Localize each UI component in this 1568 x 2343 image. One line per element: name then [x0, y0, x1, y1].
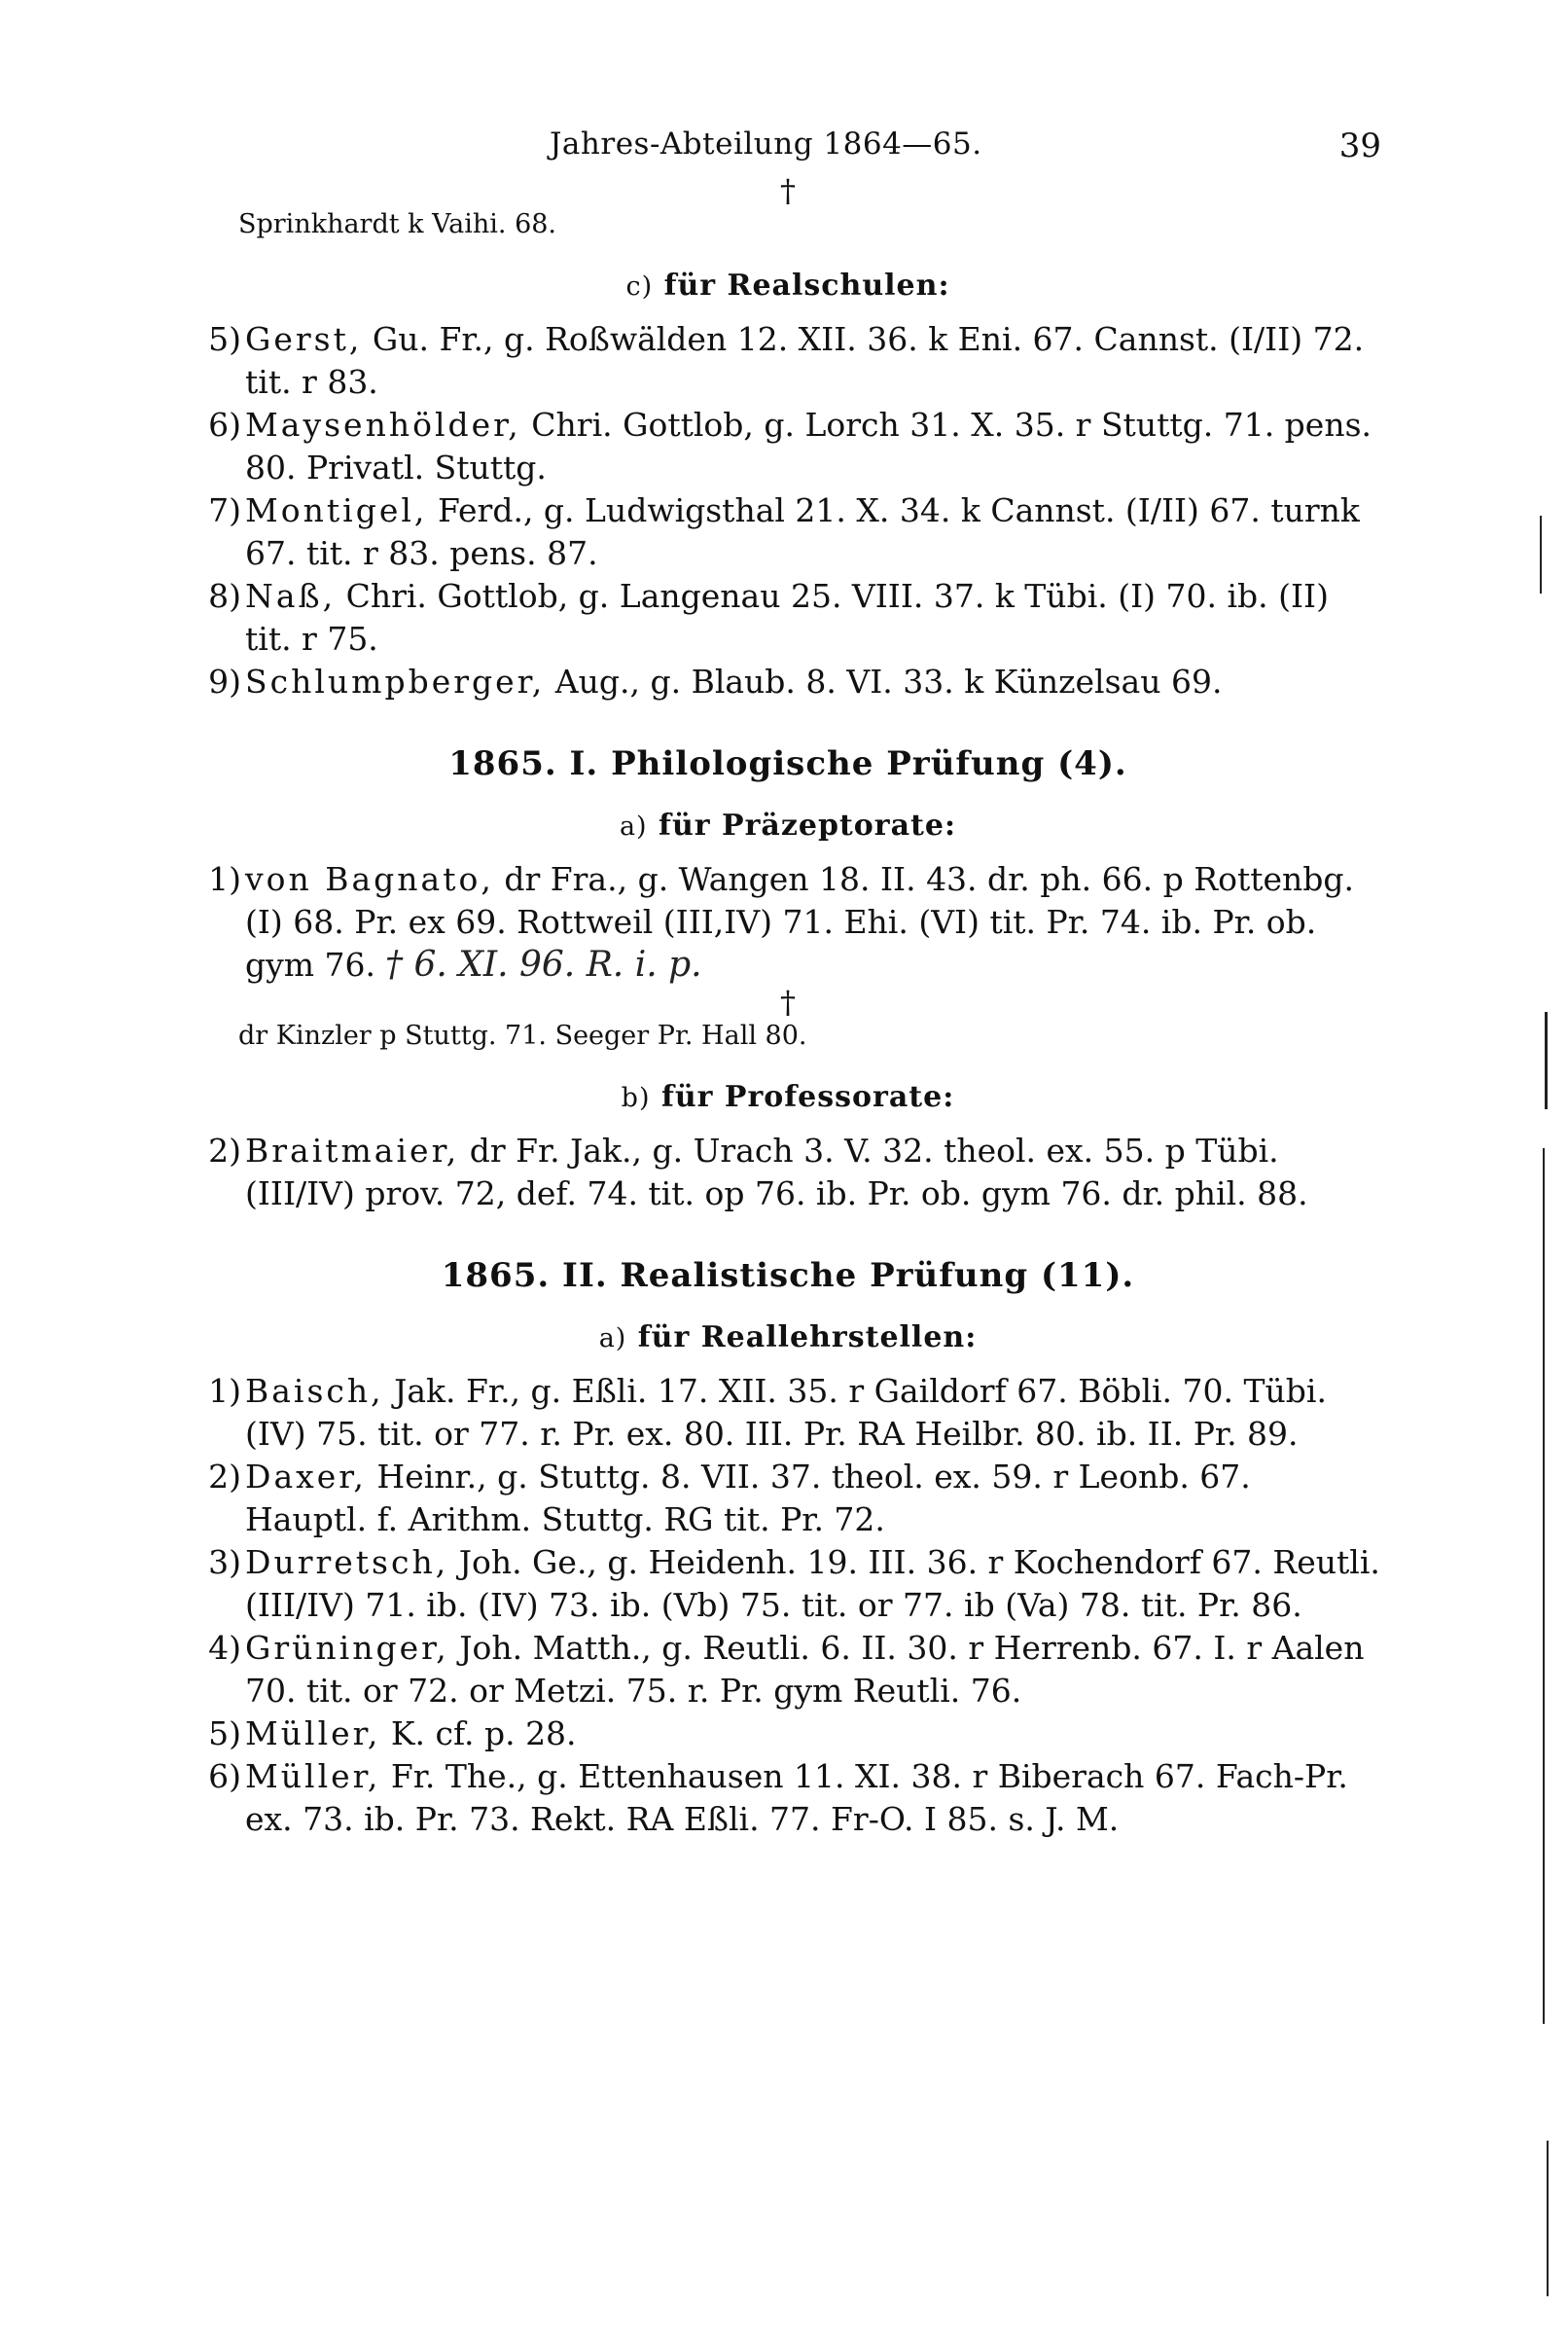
- entry-text: Fr. The., g. Ettenhausen 11. XI. 38. r Biberach 67. Fach-Pr. ex. 73. ib. Pr. 73. Rekt. RA Eßli. 77. Fr-O. I 85. s. J. M.: [245, 1757, 1348, 1838]
- list-item: [195, 1712, 1381, 1755]
- entry-name: Montigel,: [245, 491, 428, 529]
- handwritten-annotation: † 6. XI. 96. R. i. p.: [385, 945, 702, 985]
- entry-text: Ferd., g. Ludwigsthal 21. X. 34. k Cannst. (I/II) 67. turnk 67. tit. r 83. pens. 87.: [245, 491, 1360, 572]
- entry-number: 6): [208, 1757, 241, 1795]
- entry-text: K. cf. p. 28.: [390, 1714, 577, 1752]
- subsection-title: für Realschulen:: [663, 269, 950, 303]
- entry-name: Schlumpberger,: [245, 663, 546, 701]
- entry-number: 1): [208, 1372, 241, 1410]
- subsection-letter: c): [625, 271, 654, 302]
- subsection-letter: b): [621, 1083, 651, 1113]
- list-item: [195, 1541, 1381, 1627]
- list-item: [195, 404, 1381, 489]
- entry-text: Heinr., g. Stuttg. 8. VII. 37. theol. ex. 59. r Leonb. 67. Hauptl. f. Arithm. Stuttg. RG tit. Pr. 72.: [245, 1458, 1251, 1538]
- entry-number: 5): [208, 1714, 241, 1752]
- subsection-heading-praezeptorate: [195, 805, 1381, 848]
- subsection-heading-professorate: [195, 1076, 1381, 1120]
- entry-number: 6): [208, 406, 241, 444]
- subsection-heading-realschulen: [195, 265, 1381, 308]
- section-heading-philologische: 1865. I. Philologische Prüfung (4).: [448, 744, 1127, 783]
- list-item: [195, 575, 1381, 661]
- list-item: [195, 318, 1381, 404]
- list-item: [195, 1370, 1381, 1456]
- list-item: [195, 858, 1381, 987]
- entry-name: Müller,: [245, 1757, 381, 1795]
- death-note: Sprinkhardt k Vaihi. 68.: [238, 209, 557, 239]
- entry-name: Maysenhölder,: [245, 406, 521, 444]
- entry-name: Baisch,: [245, 1372, 384, 1410]
- entry-number: 5): [208, 320, 241, 358]
- subsection-title: für Professorate:: [660, 1080, 955, 1114]
- entry-name: Grüninger,: [245, 1629, 449, 1667]
- scan-artifact: [1543, 1148, 1545, 2024]
- entry-name: Müller,: [245, 1714, 381, 1752]
- subsection-title: für Präzeptorate:: [659, 809, 957, 843]
- subsection-heading-reallehrstellen: [195, 1316, 1381, 1360]
- entry-text: Chri. Gottlob, g. Langenau 25. VIII. 37. k Tübi. (I) 70. ib. (II) tit. r 75.: [245, 577, 1329, 658]
- entry-text: Aug., g. Blaub. 8. VI. 33. k Künzelsau 69.: [554, 663, 1223, 701]
- entry-text: Gu. Fr., g. Roßwälden 12. XII. 36. k Eni. 67. Cannst. (I/II) 72. tit. r 83.: [245, 320, 1365, 401]
- entry-number: 1): [208, 860, 241, 898]
- entry-name: Naß,: [245, 577, 337, 615]
- list-item: [195, 1130, 1381, 1215]
- entry-name: Gerst,: [245, 320, 363, 358]
- entry-number: 2): [208, 1458, 241, 1496]
- entry-name: Braitmaier,: [245, 1132, 460, 1170]
- list-item: [195, 1627, 1381, 1712]
- subsection-title: für Reallehrstellen:: [637, 1320, 978, 1354]
- entry-name: Durretsch,: [245, 1543, 449, 1581]
- realschulen-entries: [195, 318, 1381, 703]
- entry-name: Daxer,: [245, 1458, 367, 1496]
- death-note: dr Kinzler p Stuttg. 71. Seeger Pr. Hall 80.: [238, 1021, 807, 1051]
- document-page: [195, 117, 1381, 1841]
- entry-number: 7): [208, 491, 241, 529]
- entry-name: von Bagnato,: [245, 860, 494, 898]
- list-item: [195, 489, 1381, 575]
- entry-text: dr Fra., g. Wangen 18. II. 43. dr. ph. 66. p Rottenbg. (I) 68. Pr. ex 69. Rottweil (III,IV) 71. Ehi. (VI) tit. Pr. 74. ib. Pr. ob. gym 76.: [245, 860, 1354, 984]
- running-title: Jahres-Abteilung 1864—65.: [550, 126, 982, 162]
- list-item: [195, 1456, 1381, 1541]
- scan-artifact: [1547, 2141, 1549, 2296]
- entry-text: Chri. Gottlob, g. Lorch 31. X. 35. r Stuttg. 71. pens. 80. Privatl. Stuttg.: [245, 406, 1372, 487]
- scan-artifact: [1545, 1012, 1548, 1109]
- list-item: [195, 1755, 1381, 1841]
- entry-number: 4): [208, 1629, 241, 1667]
- entry-number: 3): [208, 1543, 241, 1581]
- entry-text: Joh. Ge., g. Heidenh. 19. III. 36. r Kochendorf 67. Reutli. (III/IV) 71. ib. (IV) 73. ib. (Vb) 75. tit. or 77. ib (Va) 78. tit. Pr. 86.: [245, 1543, 1380, 1624]
- section-heading-realistische: 1865. II. Realistische Prüfung (11).: [441, 1256, 1135, 1295]
- entry-number: 8): [208, 577, 241, 615]
- dagger-mark: †: [780, 984, 796, 1021]
- dagger-mark: †: [780, 172, 796, 209]
- subsection-letter: a): [598, 1323, 627, 1353]
- subsection-letter: a): [619, 811, 648, 842]
- reallehrstellen-entries: [195, 1370, 1381, 1841]
- list-item: [195, 661, 1381, 703]
- entry-text: Joh. Matth., g. Reutli. 6. II. 30. r Herrenb. 67. I. r Aalen 70. tit. or 72. or Metzi. 75. r. Pr. gym Reutli. 76.: [245, 1629, 1365, 1710]
- page-header: [195, 117, 1381, 175]
- entry-text: dr Fr. Jak., g. Urach 3. V. 32. theol. ex. 55. p Tübi. (III/IV) prov. 72, def. 74. tit. op 76. ib. Pr. ob. gym 76. dr. phil. 88.: [245, 1132, 1308, 1212]
- scan-artifact: [1540, 516, 1542, 594]
- page-number: 39: [1338, 126, 1381, 165]
- entry-number: 2): [208, 1132, 241, 1170]
- entry-number: 9): [208, 663, 241, 701]
- entry-text: Jak. Fr., g. Eßli. 17. XII. 35. r Gaildorf 67. Böbli. 70. Tübi. (IV) 75. tit. or 77. r. Pr. ex. 80. III. Pr. RA Heilbr. 80. ib. II. Pr. 89.: [245, 1372, 1327, 1453]
